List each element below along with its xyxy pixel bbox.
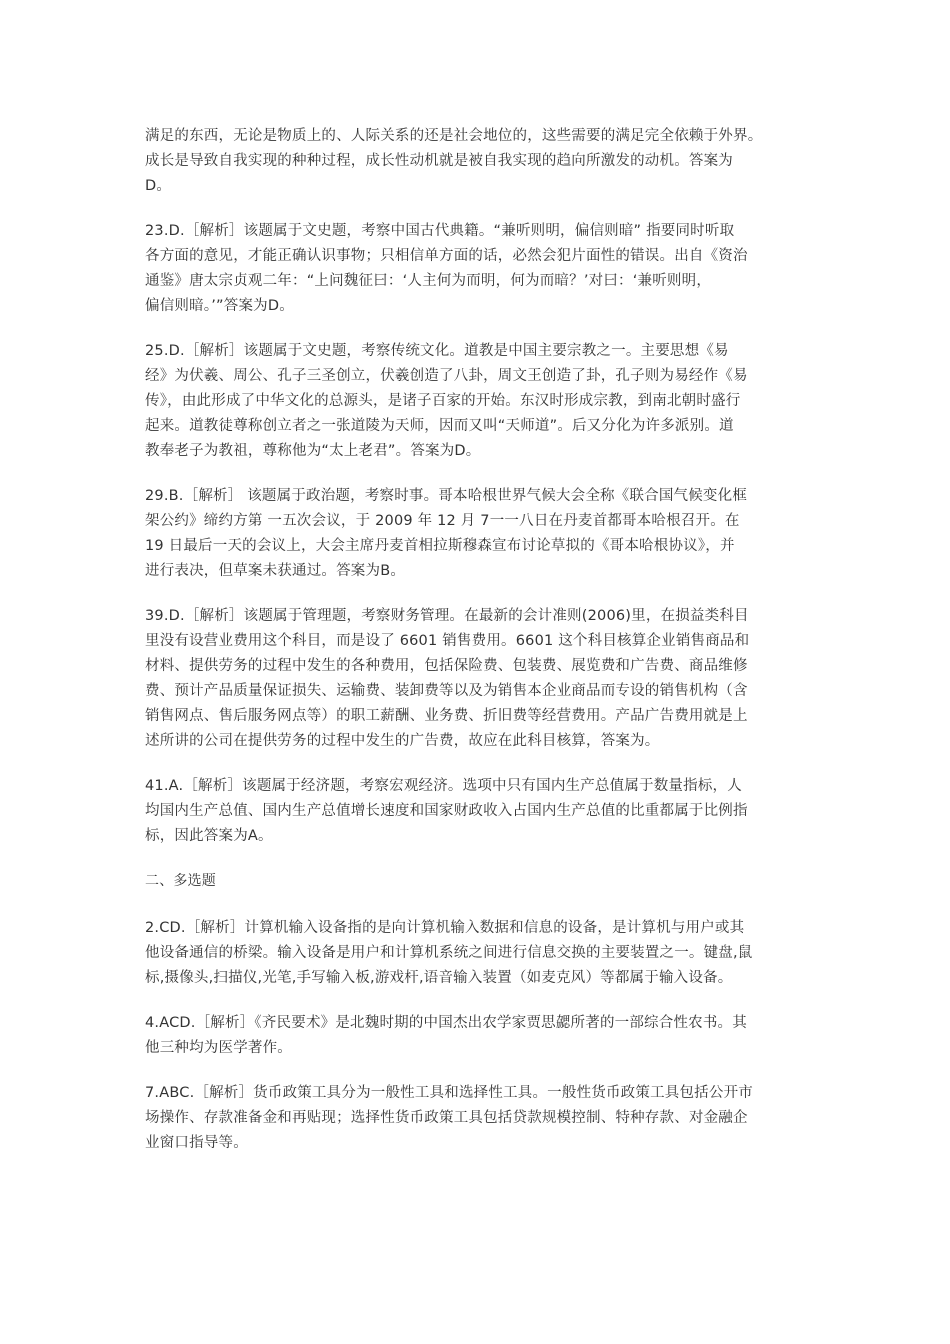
paragraph-answer-29 bbox=[145, 484, 810, 584]
text-line: 架公约》缔约方第 一五次会议，于 2009 年 12 月 7一一八日在丹麦首都哥本哈根召开。在 bbox=[145, 513, 740, 529]
text-line: 满足的东西，无论是物质上的、人际关系的还是社会地位的，这些需要的满足完全依赖于外界。 bbox=[145, 128, 763, 144]
text-line: 材料、提供劳务的过程中发生的各种费用，包括保险费、包装费、展览费和广告费、商品维修 bbox=[145, 658, 748, 674]
text-line: 标，因此答案为A。 bbox=[145, 828, 273, 844]
text-line: 传》，由此形成了中华文化的总源头，是诸子百家的开始。东汉时形成宗教，到南北朝时盛行 bbox=[145, 393, 741, 409]
text-line: 19 日最后一天的会议上，大会主席丹麦首相拉斯穆森宣布讨论草拟的《哥本哈根协议》，并 bbox=[145, 538, 735, 554]
paragraph-answer-23 bbox=[145, 219, 810, 319]
text-line: 进行表决，但草案未获通过。答案为B。 bbox=[145, 563, 406, 579]
section-heading-multiple-choice bbox=[145, 869, 810, 894]
text-line: 述所讲的公司在提供劳务的过程中发生的广告费，故应在此科目核算，答案为。 bbox=[145, 733, 660, 749]
text-line: 通鉴》唐太宗贞观二年：“上问魏征曰：‘人主何为而明，何为而暗？’对曰：‘兼听则明， bbox=[145, 273, 712, 289]
text-line: 他设备通信的桥梁。输入设备是用户和计算机系统之间进行信息交换的主要装置之一。键盘,鼠 bbox=[145, 945, 753, 961]
text-line: 2.CD.［解析］计算机输入设备指的是向计算机输入数据和信息的设备，是计算机与用户或其 bbox=[145, 920, 745, 936]
paragraph-answer-39 bbox=[145, 604, 810, 754]
paragraph-answer-4 bbox=[145, 1011, 810, 1061]
text-line: 教奉老子为教祖，尊称他为“太上老君”。答案为D。 bbox=[145, 443, 481, 459]
text-line: 业窗口指导等。 bbox=[145, 1135, 248, 1151]
text-line: 起来。道教徒尊称创立者之一张道陵为天师，因而又叫“天师道”。后又分化为许多派别。道 bbox=[145, 418, 734, 434]
text-line: 7.ABC.［解析］货币政策工具分为一般性工具和选择性工具。一般性货币政策工具包括公开市 bbox=[145, 1085, 753, 1101]
text-line: 成长是导致自我实现的种种过程，成长性动机就是被自我实现的趋向所激发的动机。答案为 bbox=[145, 153, 733, 169]
text-line: 39.D.［解析］该题属于管理题，考察财务管理。在最新的会计准则(2006)里，在损益类科目 bbox=[145, 608, 749, 624]
text-line: 均国内生产总值、国内生产总值增长速度和国家财政收入占国内生产总值的比重都属于比例指 bbox=[145, 803, 748, 819]
text-line: 各方面的意见，才能正确认识事物；只相信单方面的话，必然会犯片面性的错误。出自《资治 bbox=[145, 248, 748, 264]
text-line: 4.ACD.［解析］《齐民要术》是北魏时期的中国杰出农学家贾思勰所著的一部综合性农书。其 bbox=[145, 1015, 747, 1031]
text-line: D。 bbox=[145, 178, 172, 194]
text-line: 标,摄像头,扫描仪,光笔,手写输入板,游戏杆,语音输入装置（如麦克风）等都属于输入设备。 bbox=[145, 970, 733, 986]
text-line: 23.D.［解析］该题属于文史题，考察中国古代典籍。“兼听则明，偏信则暗” 指要同时听取 bbox=[145, 223, 735, 239]
section-heading-text: 二、多选题 bbox=[145, 873, 216, 889]
text-line: 41.A.［解析］该题属于经济题，考察宏观经济。选项中只有国内生产总值属于数量指标，人 bbox=[145, 778, 742, 794]
document-page bbox=[145, 124, 810, 1176]
paragraph-continuation bbox=[145, 124, 810, 199]
paragraph-answer-41 bbox=[145, 774, 810, 849]
text-line: 25.D.［解析］该题属于文史题，考察传统文化。道教是中国主要宗教之一。主要思想《易 bbox=[145, 343, 729, 359]
text-line: 销售网点、售后服务网点等）的职工薪酬、业务费、折旧费等经营费用。产品广告费用就是上 bbox=[145, 708, 748, 724]
text-line: 29.B.［解析］ 该题属于政治题，考察时事。哥本哈根世界气候大会全称《联合国气候变化框 bbox=[145, 488, 748, 504]
text-line: 里没有设营业费用这个科目，而是设了 6601 销售费用。6601 这个科目核算企业销售商品和 bbox=[145, 633, 750, 649]
text-line: 场操作、存款准备金和再贴现；选择性货币政策工具包括贷款规模控制、特种存款、对金融企 bbox=[145, 1110, 748, 1126]
text-line: 他三种均为医学著作。 bbox=[145, 1040, 292, 1056]
paragraph-answer-2 bbox=[145, 916, 810, 991]
paragraph-answer-25 bbox=[145, 339, 810, 464]
text-line: 费、预计产品质量保证损失、运输费、装卸费等以及为销售本企业商品而专设的销售机构（含 bbox=[145, 683, 748, 699]
text-line: 经》为伏羲、周公、孔子三圣创立，伏羲创造了八卦，周文王创造了卦，孔子则为易经作《易 bbox=[145, 368, 748, 384]
paragraph-answer-7 bbox=[145, 1081, 810, 1156]
text-line: 偏信则暗。’”答案为D。 bbox=[145, 298, 294, 314]
